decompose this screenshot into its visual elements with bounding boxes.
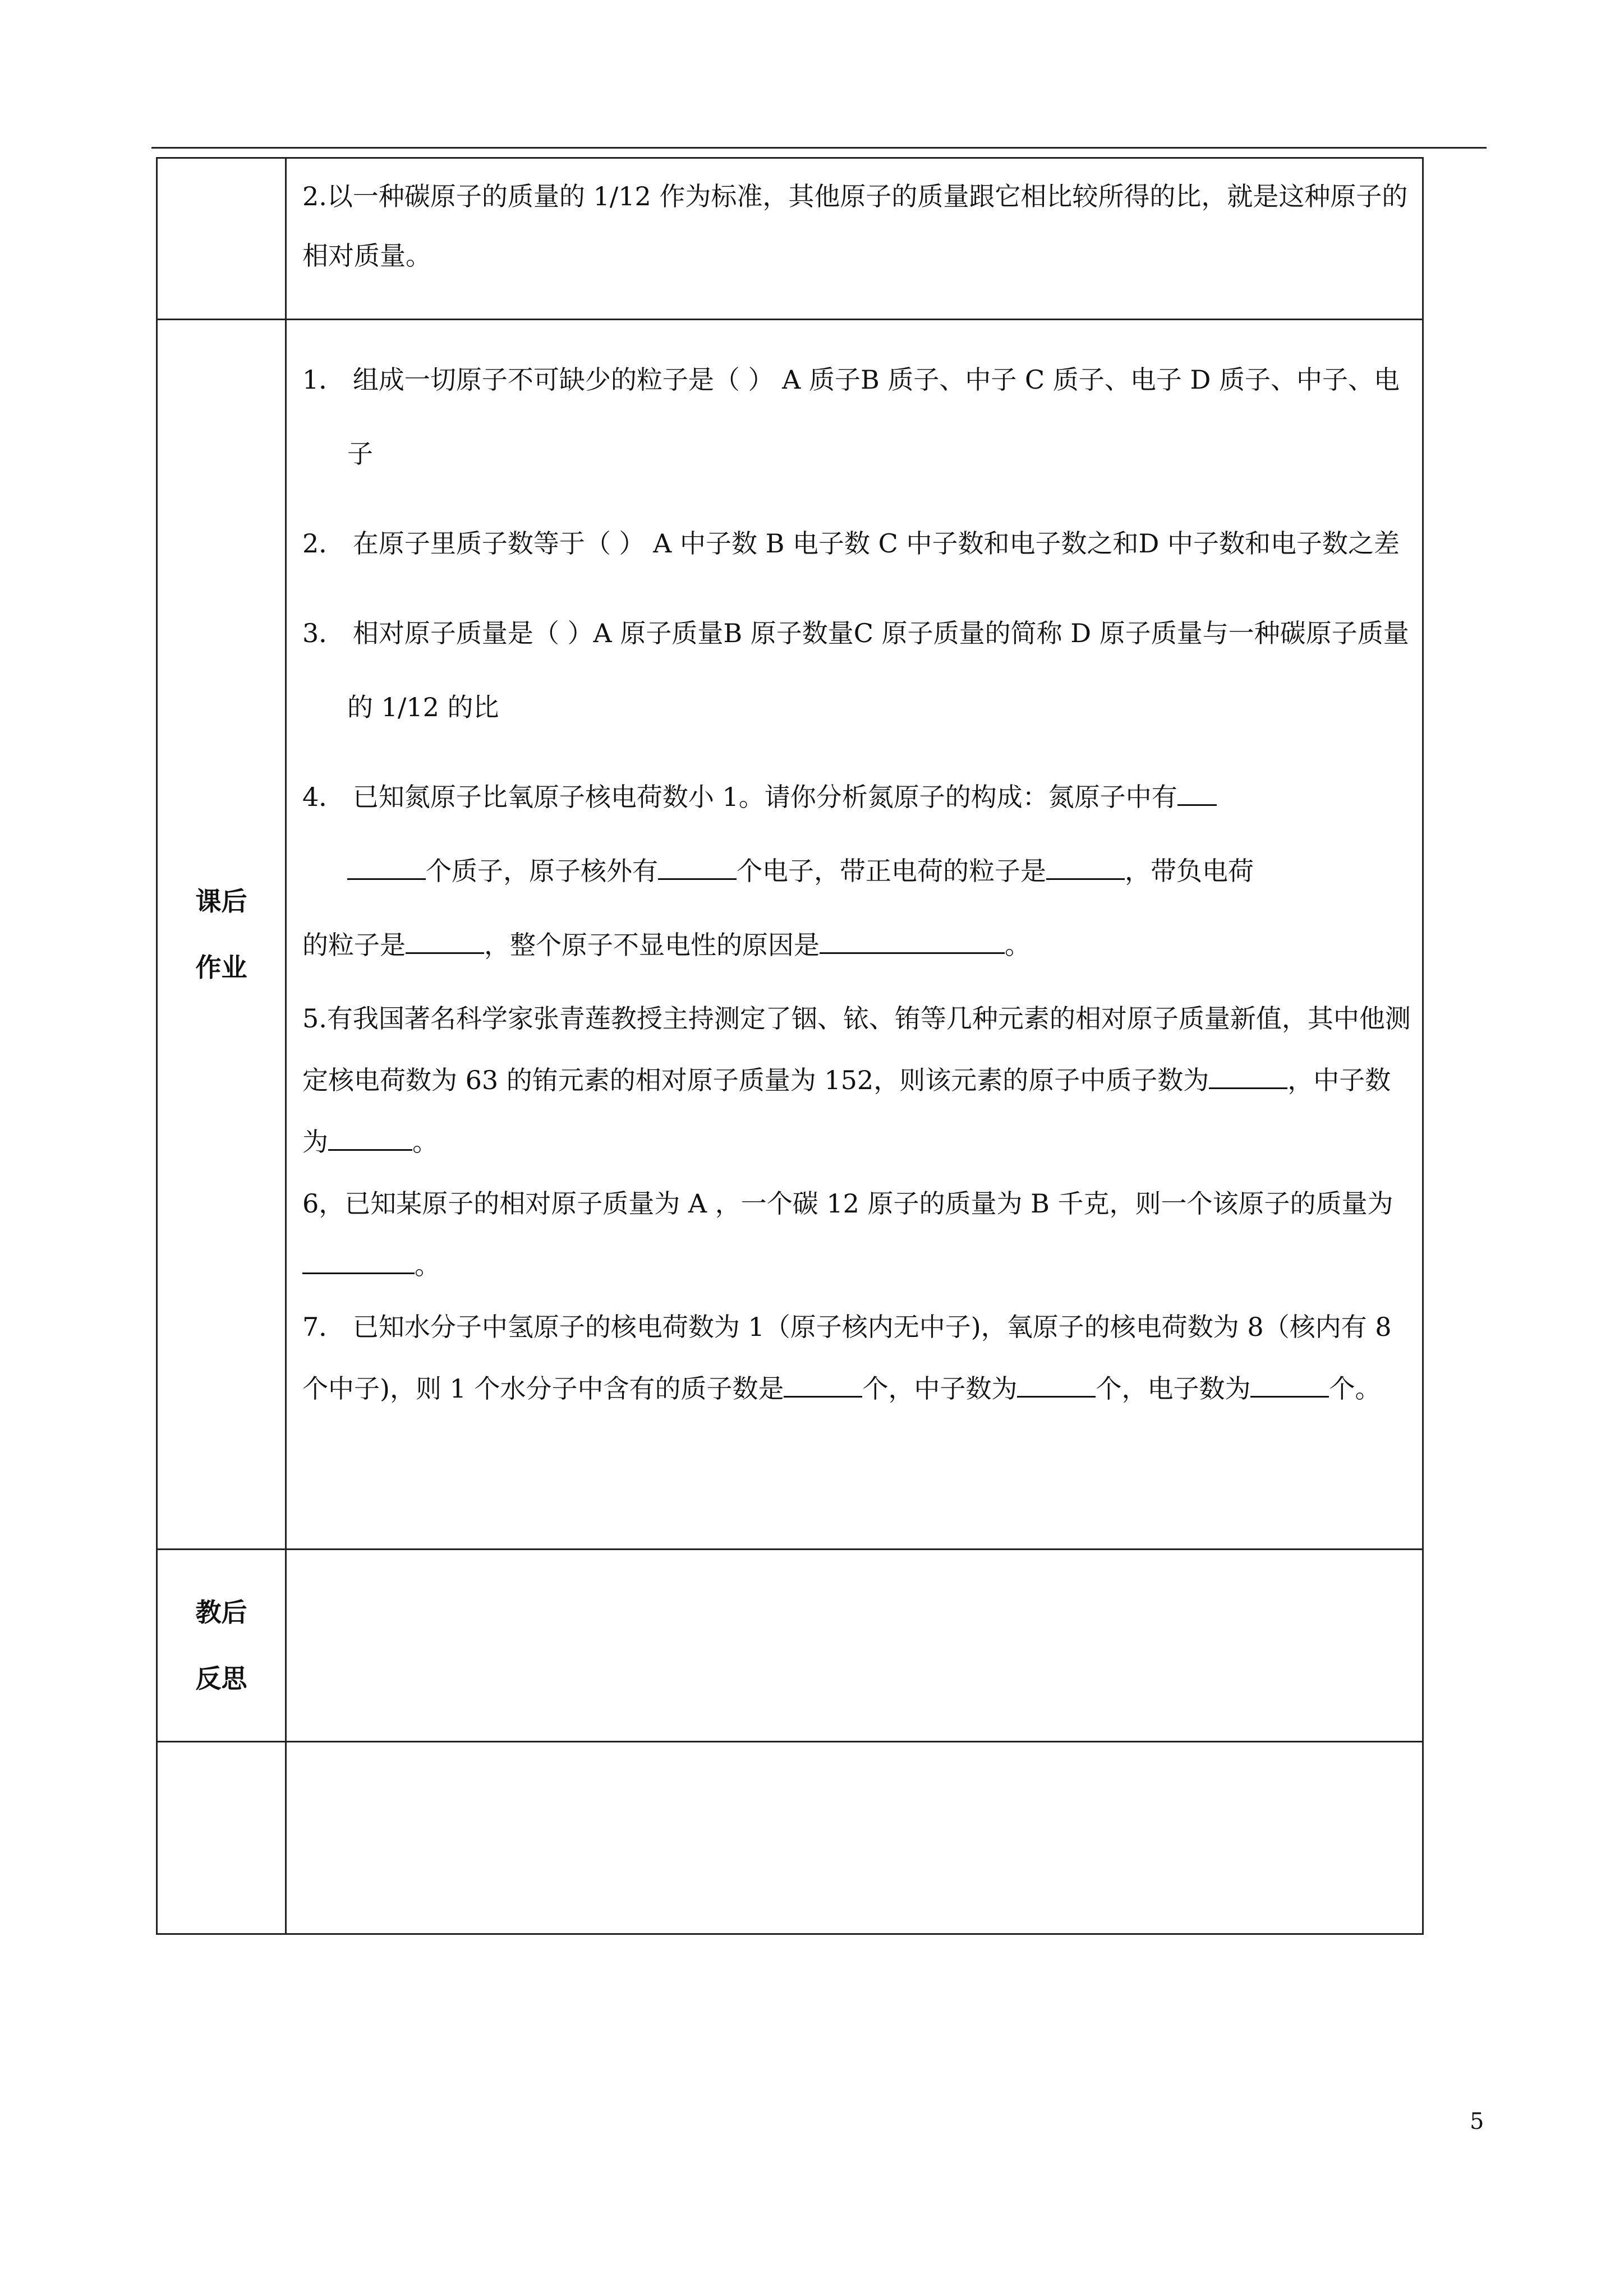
table-row: [157, 158, 1423, 320]
header-rule: [151, 147, 1487, 149]
question-5: [302, 988, 1411, 1173]
answer-blank[interactable]: [328, 1126, 412, 1151]
question-7-text-c: 个，电子数为: [1096, 1373, 1251, 1404]
question-4-text-g: 。: [1005, 930, 1030, 960]
answer-blank[interactable]: [784, 1372, 862, 1398]
answer-blank[interactable]: [347, 855, 426, 880]
row-label-empty: [157, 158, 286, 320]
question-4-text-d: ，带负电荷: [1125, 856, 1254, 886]
question-7-text-a: 7． 已知水分子中氢原子的核电荷数为 1（原子核内无中子)，氧原子的核电荷数为 8（核内有 8 个中子)，则 1 个水分子中含有的质子数是: [302, 1312, 1392, 1404]
question-5-text-b: ，中子数 为: [302, 1065, 1391, 1157]
table-row: [157, 1742, 1423, 1934]
question-5-text-c: 。: [412, 1127, 438, 1157]
question-2: 2． 在原子里质子数等于（ ） A 中子数 B 电子数 C 中子数和电子数之和D 中子数和电子数之差: [302, 528, 1400, 559]
reflection-label-line1: 教后: [195, 1597, 247, 1628]
reflection-label: [157, 1550, 286, 1742]
question-6: [302, 1173, 1411, 1296]
reflection-cell[interactable]: [286, 1550, 1423, 1742]
question-4-text-f: ，整个原子不显电性的原因是: [484, 930, 820, 960]
table-row: [157, 1550, 1423, 1742]
answer-blank[interactable]: [1017, 1372, 1096, 1398]
question-1: 1． 组成一切原子不可缺少的粒子是（ ） A 质子B 质子、中子 C 质子、电子 D 质子、中子、电子: [302, 365, 1400, 469]
answer-blank[interactable]: [406, 929, 484, 954]
answer-blank[interactable]: [302, 1249, 415, 1274]
answer-blank[interactable]: [1209, 1064, 1287, 1089]
homework-label-line1: 课后: [195, 886, 247, 916]
lesson-table: [156, 157, 1424, 1935]
question-6-text-b: 。: [415, 1250, 440, 1280]
definition-text: 2.以一种碳原子的质量的 1/12 作为标准，其他原子的质量跟它相比较所得的比，就是这种原子的相对质量。: [302, 181, 1408, 271]
answer-blank[interactable]: [1177, 781, 1217, 806]
question-7: [302, 1296, 1411, 1419]
answer-blank[interactable]: [1046, 855, 1125, 880]
definition-cell: [286, 158, 1423, 320]
question-7-text-d: 个。: [1329, 1373, 1381, 1404]
page-number: 5: [1470, 2109, 1484, 2134]
question-4-text-b: 个质子，原子核外有: [426, 856, 658, 886]
question-4: [302, 760, 1411, 982]
homework-cell: [286, 320, 1423, 1550]
question-4-text-e: 的粒子是: [302, 930, 406, 960]
question-4-text-a: 4． 已知氮原子比氧原子核电荷数小 1。请你分析氮原子的构成：氮原子中有: [302, 782, 1177, 812]
answer-blank[interactable]: [1250, 1372, 1329, 1398]
homework-label-line2: 作业: [195, 952, 247, 983]
blank-cell[interactable]: [286, 1742, 1423, 1934]
question-4-text-c: 个电子，带正电荷的粒子是: [737, 856, 1046, 886]
question-3: 3． 相对原子质量是（ ）A 原子质量B 原子数量C 原子质量的简称 D 原子质量与一种碳原子质量的 1/12 的比: [302, 618, 1409, 722]
row-label-empty: [157, 1742, 286, 1934]
table-row: [157, 320, 1423, 1550]
answer-blank[interactable]: [658, 855, 737, 880]
question-7-text-b: 个，中子数为: [862, 1373, 1018, 1404]
question-6-text-a: 6，已知某原子的相对原子质量为 A ，一个碳 12 原子的质量为 B 千克，则一个该原子的质量为: [302, 1188, 1393, 1219]
question-5-text-a: 5.有我国著名科学家张青莲教授主持测定了铟、铱、铕等几种元素的相对原子质量新值，其中他测定核电荷数为 63 的铕元素的相对原子质量为 152，则该元素的原子中质子数为: [302, 1003, 1411, 1095]
reflection-label-line2: 反思: [195, 1663, 247, 1694]
homework-label: [157, 320, 286, 1550]
answer-blank[interactable]: [820, 929, 1005, 954]
